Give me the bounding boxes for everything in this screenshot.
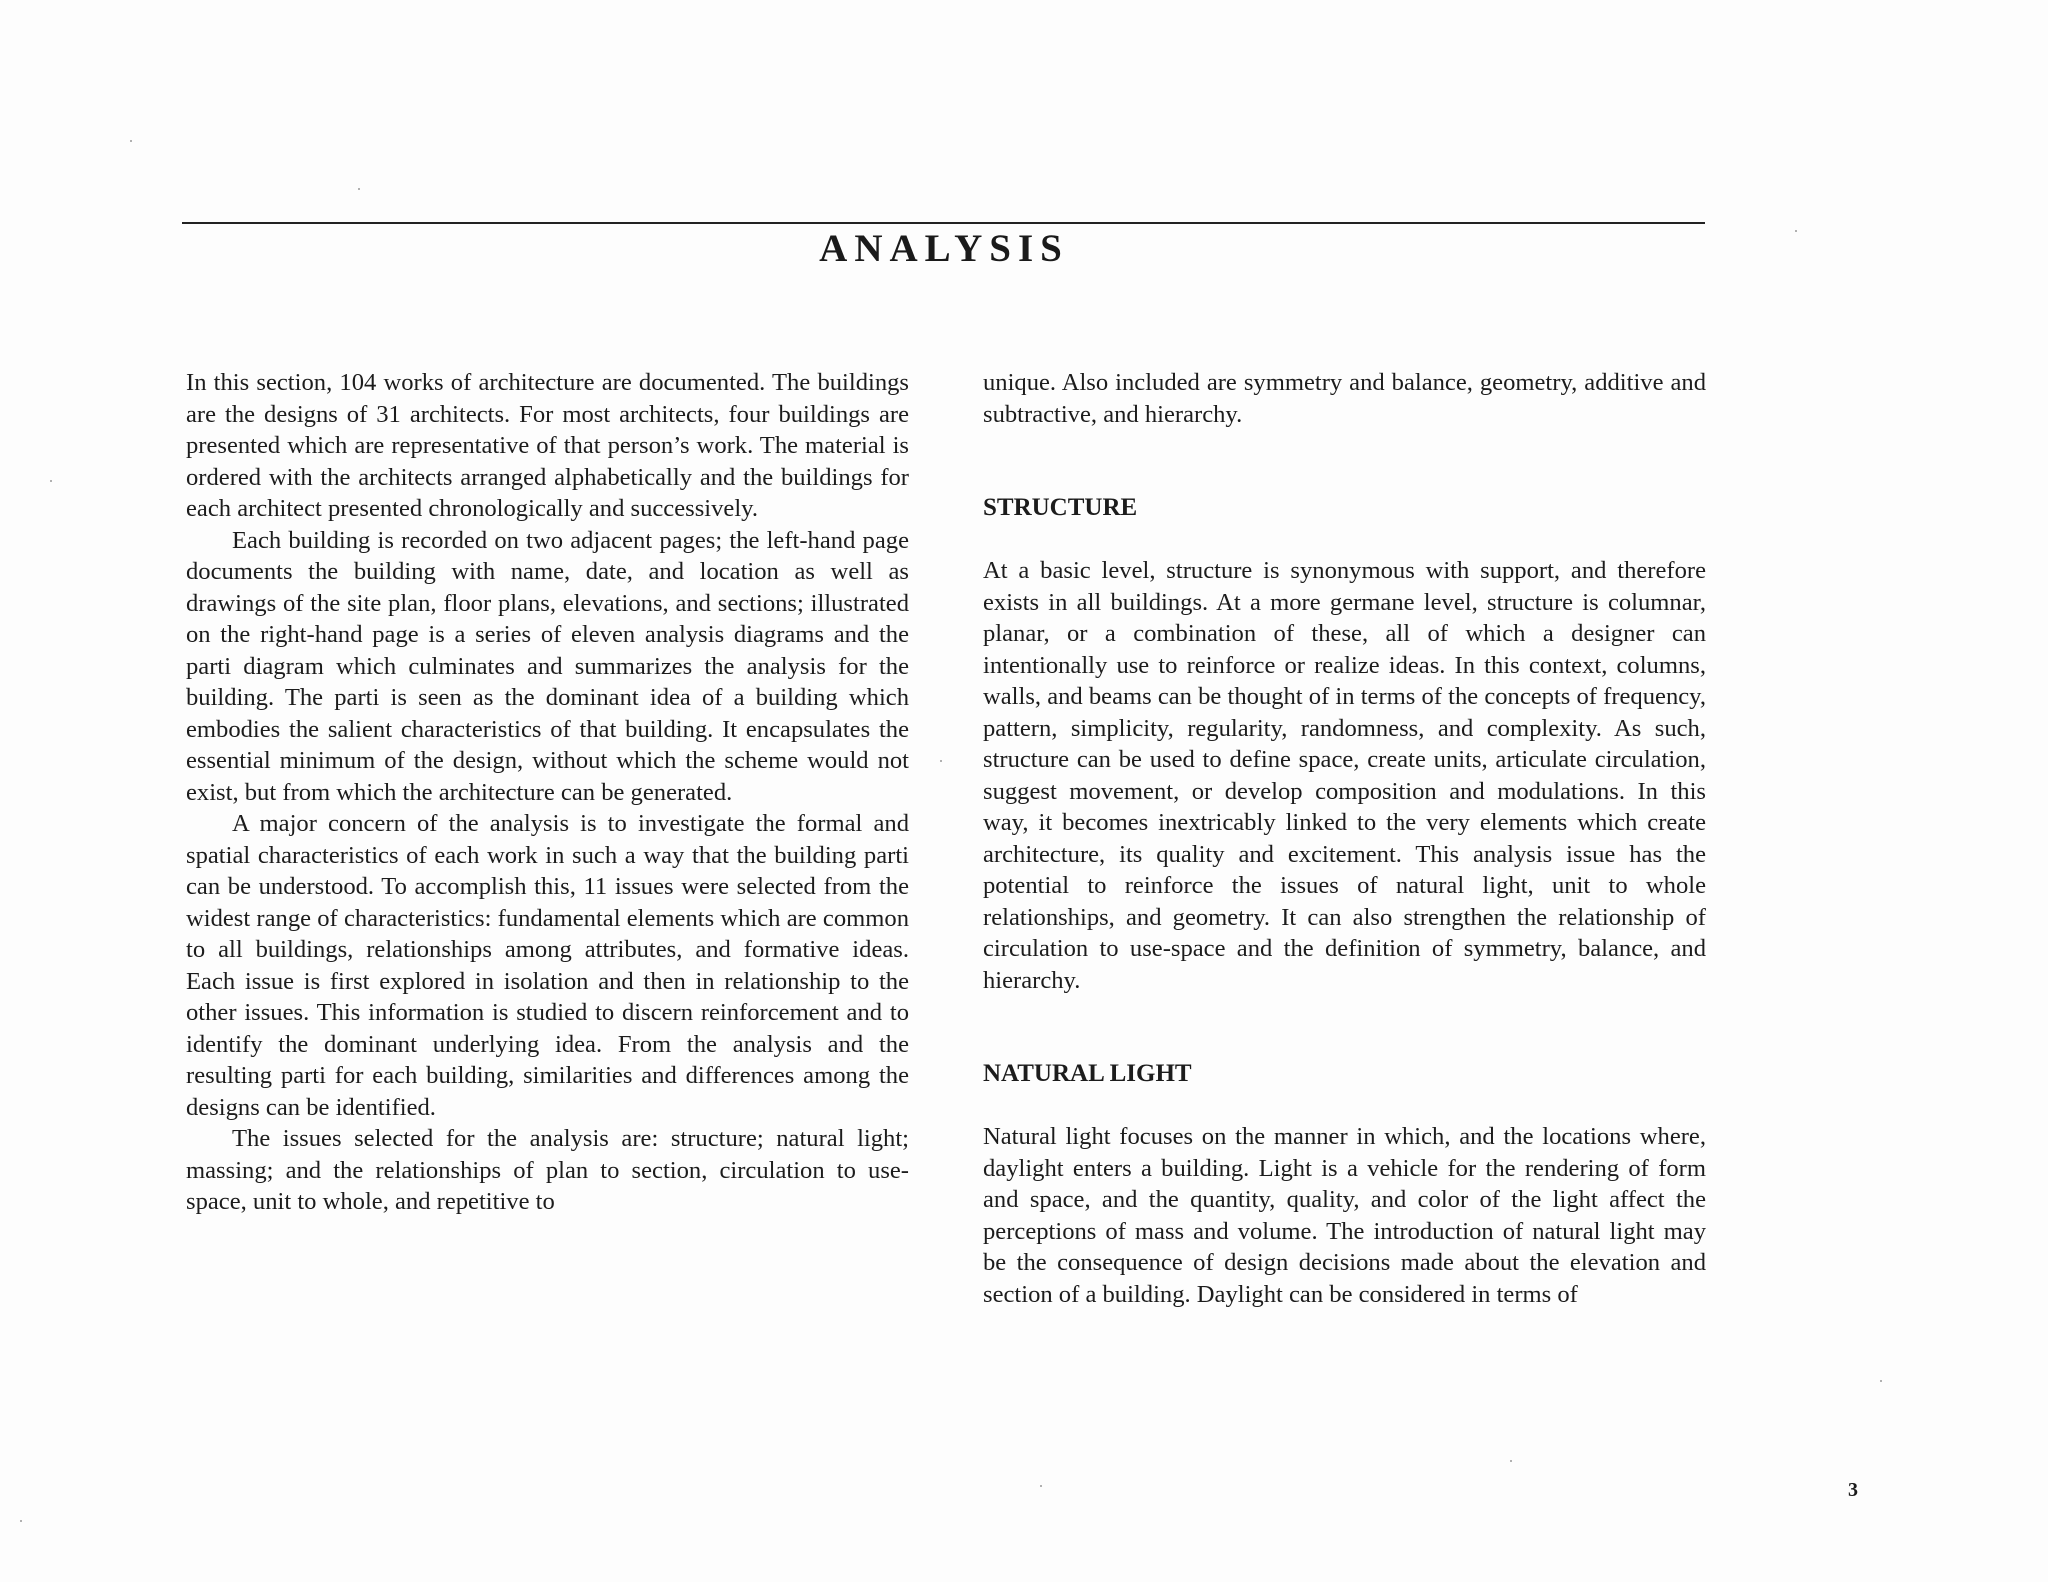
page-title: ANALYSIS (819, 227, 1069, 270)
scan-speck (1795, 230, 1797, 232)
scan-speck (1510, 1460, 1512, 1462)
paragraph: In this section, 104 works of architecture are documented. The buildings are the designs of 31 architects. For most architects, four buildings are presented which are representative of that person’s work. The material is ordered with the architects arranged alphabetically and the buildings for each architect presented chronologically and successively. (186, 369, 909, 522)
scan-speck (1040, 1485, 1042, 1487)
paragraph: unique. Also included are symmetry and balance, geometry, additive and subtractive, and hierarchy. (983, 369, 1706, 428)
scan-speck (130, 140, 132, 142)
section-heading-natural-light: NATURAL LIGHT (983, 1060, 1192, 1087)
paragraph: The issues selected for the analysis are: structure; natural light; massing; and the relationships of plan to section, circulation to use-space, unit to whole, and repetitive to (186, 1125, 909, 1215)
page-number: 3 (1848, 1479, 1858, 1501)
scan-speck (20, 1520, 22, 1522)
scan-speck (940, 760, 942, 762)
scan-speck (1880, 1380, 1882, 1382)
left-column (186, 367, 909, 1218)
section-heading-structure: STRUCTURE (983, 494, 1138, 521)
header-rule (182, 222, 1705, 224)
scan-speck (358, 188, 360, 190)
right-column (983, 367, 1706, 1310)
paragraph: A major concern of the analysis is to investigate the formal and spatial characteristics of each work in such a way that the building parti can be understood. To accomplish this, 11 issues were selected from the widest range of characteristics: fundamental elements which are common to all buildings, relationships among attributes, and formative ideas. Each issue is first explored in isolation and then in relationship to the other issues. This information is studied to discern reinforcement and to identify the dominant underlying idea. From the analysis and the resulting parti for each building, similarities and differences among the designs can be identified. (186, 810, 909, 1121)
paragraph: Each building is recorded on two adjacent pages; the left-hand page documents the building with name, date, and location as well as drawings of the site plan, floor plans, elevations, and sections; illustrated on the right-hand page is a series of eleven analysis diagrams and the parti diagram which culminates and summarizes the analysis for the building. The parti is seen as the dominant idea of a building which embodies the salient characteristics of that building. It encapsulates the essential minimum of the design, without which the scheme would not exist, but from which the architecture can be generated. (186, 526, 909, 806)
paragraph: Natural light focuses on the manner in which, and the locations where, daylight enters a building. Light is a vehicle for the rendering of form and space, and the quantity, quality, and color of the light affect the perceptions of mass and volume. The introduction of natural light may be the consequence of design decisions made about the elevation and section of a building. Daylight can be considered in terms of (983, 1123, 1706, 1308)
scan-speck (50, 480, 52, 482)
paragraph: At a basic level, structure is synonymous with support, and therefore exists in all buildings. At a more germane level, structure is columnar, planar, or a combination of these, all of which a designer can intentionally use to reinforce or realize ideas. In this context, columns, walls, and beams can be thought of in terms of the concepts of frequency, pattern, simplicity, regularity, randomness, and complexity. As such, structure can be used to define space, create units, articulate circulation, suggest movement, or develop composition and modulations. In this way, it becomes inextricably linked to the very elements which create architecture, its quality and excitement. This analysis issue has the potential to reinforce the issues of natural light, unit to whole relationships, and geometry. It can also strengthen the relationship of circulation to use-space and the definition of symmetry, balance, and hierarchy. (983, 557, 1707, 994)
